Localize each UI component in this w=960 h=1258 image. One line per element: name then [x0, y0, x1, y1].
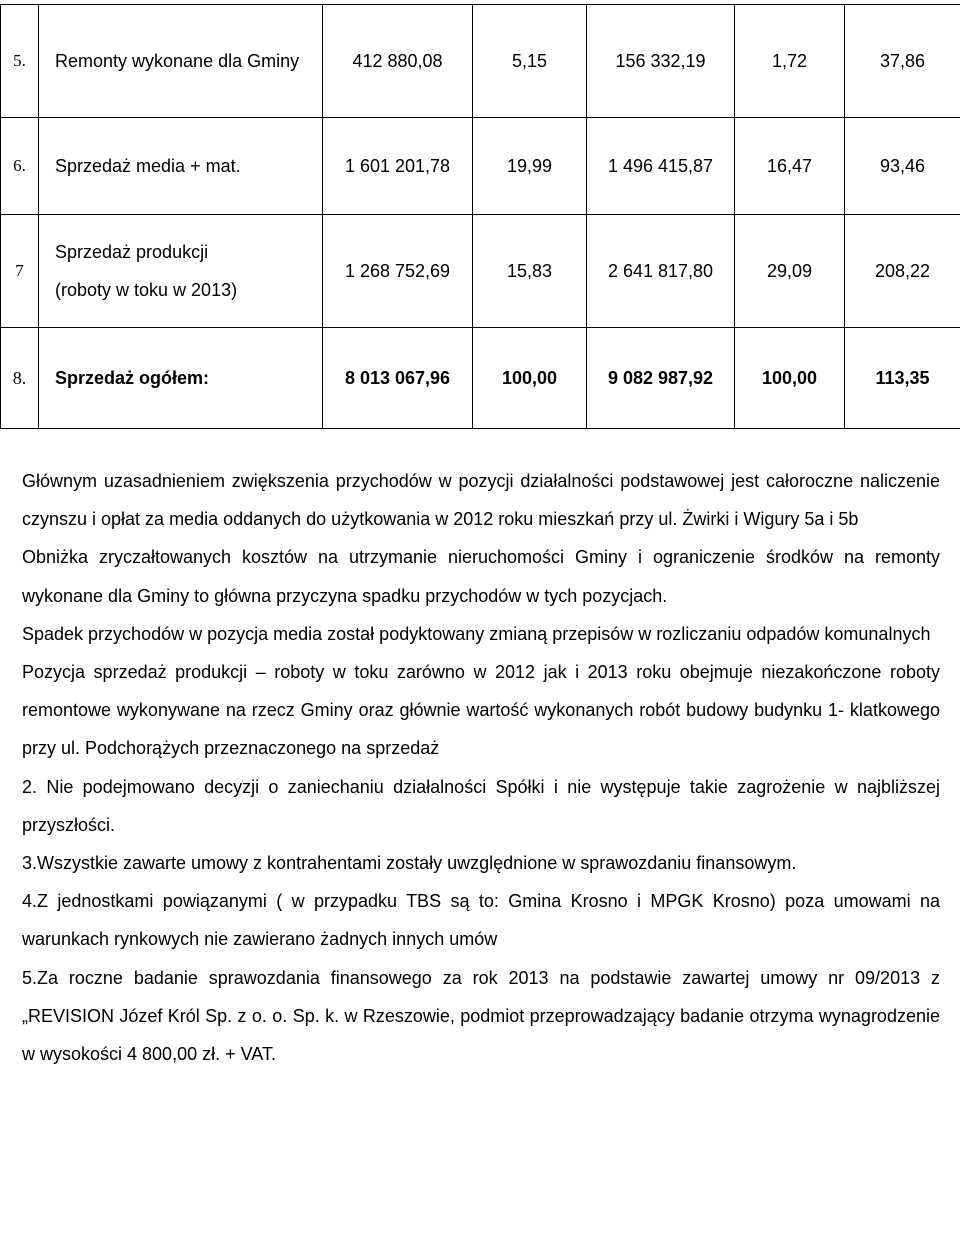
share-2013: 29,09: [735, 215, 845, 328]
revenue-table: [0, 4, 960, 429]
paragraph: 2. Nie podejmowano decyzji o zaniechaniu działalności Spółki i nie występuje takie zagrożenie w najbliższej przyszłości.: [22, 776, 940, 835]
value-2013: 1 496 415,87: [587, 118, 735, 215]
share-2013: 16,47: [735, 118, 845, 215]
dynamics: 37,86: [845, 5, 960, 118]
dynamics: 93,46: [845, 118, 960, 215]
notes-text: [22, 462, 940, 1073]
row-number: 5.: [1, 5, 39, 118]
paragraph: Obniżka zryczałtowanych kosztów na utrzymanie nieruchomości Gminy i ograniczenie środków na remonty wykonane dla Gminy to główna przyczyna spadku przychodów w tych pozycjach.: [22, 547, 940, 606]
paragraph: 5.Za roczne badanie sprawozdania finansowego za rok 2013 na podstawie zawartej umowy nr 09/2013 z „REVISION Józef Król Sp. z o. o. Sp. k. w Rzeszowie, podmiot przeprowadzający badanie otrzyma wynagrodzenie w wysokości 4 800,00 zł. + VAT.: [22, 967, 940, 1065]
share-2012: 5,15: [473, 5, 587, 118]
share-2012: 15,83: [473, 215, 587, 328]
row-number: 6.: [1, 118, 39, 215]
row-number: 7: [1, 215, 39, 328]
table-row: [1, 118, 960, 215]
paragraph: Głównym uzasadnieniem zwiększenia przychodów w pozycji działalności podstawowej jest całoroczne naliczenie czynszu i opłat za media oddanych do użytkowania w 2012 roku mieszkań przy ul. Żwirki i Wigury 5a i 5b: [22, 471, 940, 530]
value-2012: 8 013 067,96: [323, 328, 473, 429]
paragraph: Spadek przychodów w pozycja media został podyktowany zmianą przepisów w rozliczaniu odpadów komunalnych: [22, 623, 931, 644]
value-2013: 156 332,19: [587, 5, 735, 118]
row-description-line: (roboty w toku w 2013): [55, 280, 238, 300]
share-2013: 1,72: [735, 5, 845, 118]
row-description: Remonty wykonane dla Gminy: [39, 5, 323, 118]
paragraph: 4.Z jednostkami powiązanymi ( w przypadku TBS są to: Gmina Krosno i MPGK Krosno) poza umowami na warunkach rynkowych nie zawierano żadnych innych umów: [22, 891, 940, 950]
value-2012: 412 880,08: [323, 5, 473, 118]
row-number: 8.: [1, 328, 39, 429]
value-2012: 1 601 201,78: [323, 118, 473, 215]
value-2013: 9 082 987,92: [587, 328, 735, 429]
paragraph: Pozycja sprzedaż produkcji – roboty w toku zarówno w 2012 jak i 2013 roku obejmuje niezakończone roboty remontowe wykonywane na rzecz Gminy oraz głównie wartość wykonanych robót budowy budynku 1- klatkowego przy ul. Podchorążych przeznaczonego na sprzedaż: [22, 662, 940, 759]
table-row: [1, 5, 960, 118]
row-description-line: Sprzedaż produkcji: [55, 242, 209, 262]
dynamics: 113,35: [845, 328, 960, 429]
row-description: Sprzedaż media + mat.: [39, 118, 323, 215]
total-row: [1, 328, 960, 429]
row-description: Sprzedaż ogółem:: [39, 328, 323, 429]
value-2013: 2 641 817,80: [587, 215, 735, 328]
table-row: [1, 215, 960, 328]
dynamics: 208,22: [845, 215, 960, 328]
value-2012: 1 268 752,69: [323, 215, 473, 328]
share-2013: 100,00: [735, 328, 845, 429]
row-description: [39, 215, 323, 328]
paragraph: 3.Wszystkie zawarte umowy z kontrahentami zostały uwzględnione w sprawozdaniu finansowym.: [22, 853, 797, 874]
share-2012: 100,00: [473, 328, 587, 429]
share-2012: 19,99: [473, 118, 587, 215]
